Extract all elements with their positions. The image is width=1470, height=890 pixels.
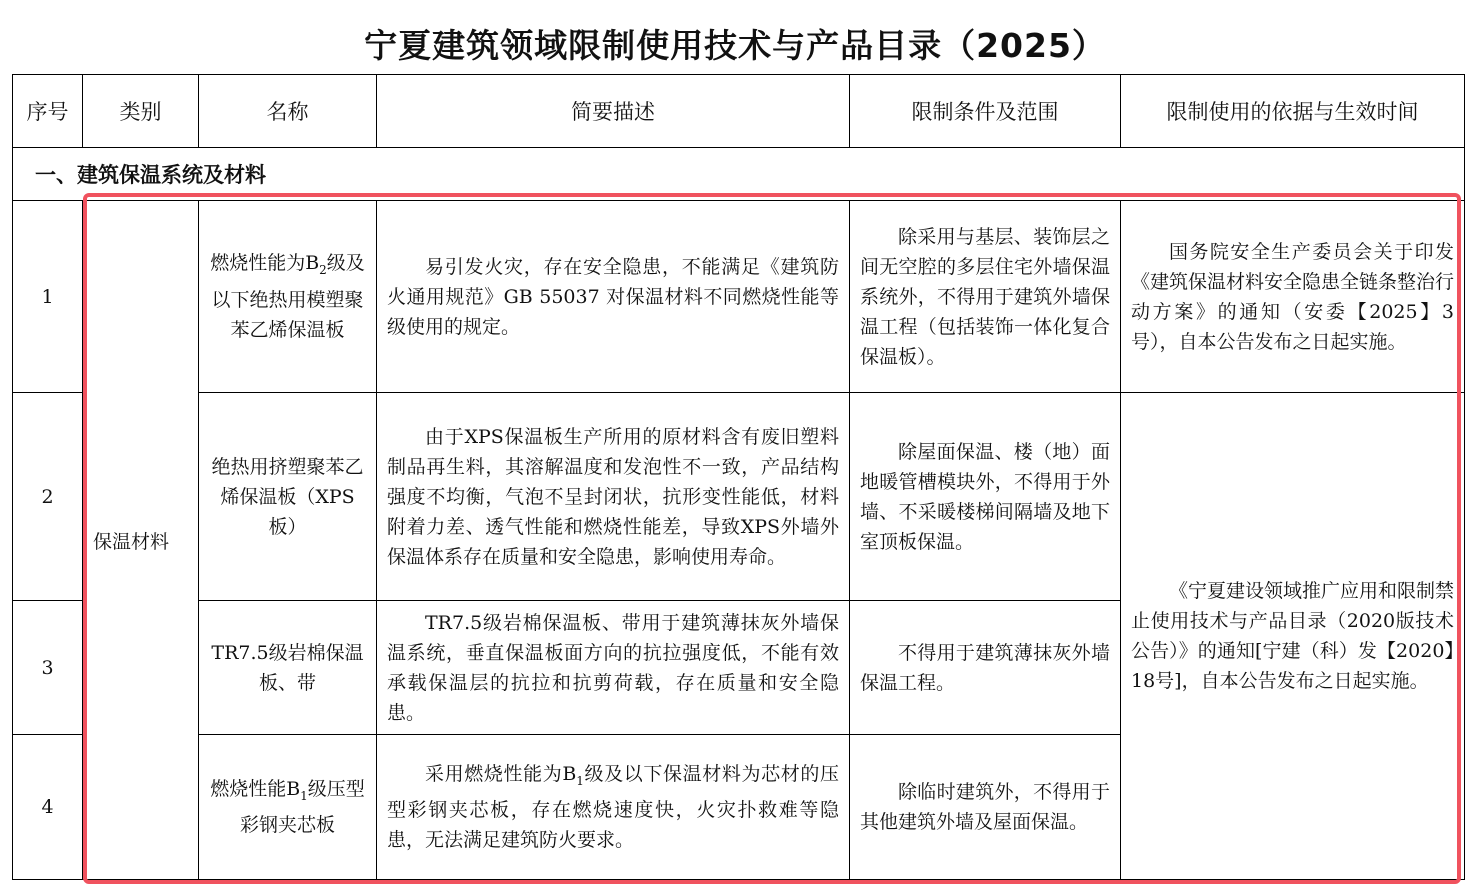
row-limit: 不得用于建筑薄抹灰外墙保温工程。 bbox=[850, 601, 1121, 735]
row-limit: 除采用与基层、装饰层之间无空腔的多层住宅外墙保温系统外，不得用于建筑外墙保温工程（包括装饰一体化复合保温板）。 bbox=[850, 201, 1121, 393]
row-description: 采用燃烧性能为$B_1$级及以下保温材料为芯材的压型彩钢夹芯板，存在燃烧速度快，火灾扑救难等隐患，无法满足建筑防火要求。 bbox=[377, 735, 850, 880]
category-cell: 保温材料 bbox=[83, 201, 199, 880]
row-index: 2 bbox=[13, 393, 83, 601]
row-basis: 《宁夏建设领域推广应用和限制禁止使用技术与产品目录（2020版技术公告）》的通知[宁建（科）发【2020】18号]，自本公告发布之日起实施。 bbox=[1121, 393, 1465, 880]
header-index: 序号 bbox=[13, 75, 83, 148]
row-index: 4 bbox=[13, 735, 83, 880]
row-description: TR7.5级岩棉保温板、带用于建筑薄抹灰外墙保温系统，垂直保温板面方向的抗拉强度低，不能有效承载保温层的抗拉和抗剪荷载，存在质量和安全隐患。 bbox=[377, 601, 850, 735]
page-title: 宁夏建筑领域限制使用技术与产品目录（2025） bbox=[364, 26, 1106, 65]
header-limit: 限制条件及范围 bbox=[850, 75, 1121, 148]
header-name: 名称 bbox=[199, 75, 377, 148]
row-name: 燃烧性能$B_1$级压型彩钢夹芯板 bbox=[199, 735, 377, 880]
row-index: 1 bbox=[13, 201, 83, 393]
row-name: TR7.5级岩棉保温板、带 bbox=[199, 601, 377, 735]
row-description: 由于XPS保温板生产所用的原材料含有废旧塑料制品再生料，其溶解温度和发泡性不一致，产品结构强度不均衡，气泡不呈封闭状，抗形变性能低，材料附着力差、透气性能和燃烧性能差，导致XPS外墙外保温体系存在质量和安全隐患，影响使用寿命。 bbox=[377, 393, 850, 601]
row-index: 3 bbox=[13, 601, 83, 735]
table-row bbox=[13, 393, 1465, 601]
row-name: 绝热用挤塑聚苯乙烯保温板（XPS板） bbox=[199, 393, 377, 601]
section-title: 一、建筑保温系统及材料 bbox=[13, 148, 1465, 201]
row-name: 燃烧性能为$B_2$级及以下绝热用模塑聚苯乙烯保温板 bbox=[199, 201, 377, 393]
row-limit: 除屋面保温、楼（地）面地暖管槽模块外，不得用于外墙、不采暖楼梯间隔墙及地下室顶板保温。 bbox=[850, 393, 1121, 601]
section-row bbox=[13, 148, 1465, 201]
row-limit: 除临时建筑外，不得用于其他建筑外墙及屋面保温。 bbox=[850, 735, 1121, 880]
header-row bbox=[13, 75, 1465, 148]
row-basis: 国务院安全生产委员会关于印发《建筑保温材料安全隐患全链条整治行动方案》的通知（安委【2025】3号），自本公告发布之日起实施。 bbox=[1121, 201, 1465, 393]
header-description: 简要描述 bbox=[377, 75, 850, 148]
row-description: 易引发火灾，存在安全隐患，不能满足《建筑防火通用规范》GB 55037 对保温材料不同燃烧性能等级使用的规定。 bbox=[377, 201, 850, 393]
catalog-table bbox=[12, 74, 1465, 880]
header-category: 类别 bbox=[83, 75, 199, 148]
table-row bbox=[13, 201, 1465, 393]
header-basis: 限制使用的依据与生效时间 bbox=[1121, 75, 1465, 148]
